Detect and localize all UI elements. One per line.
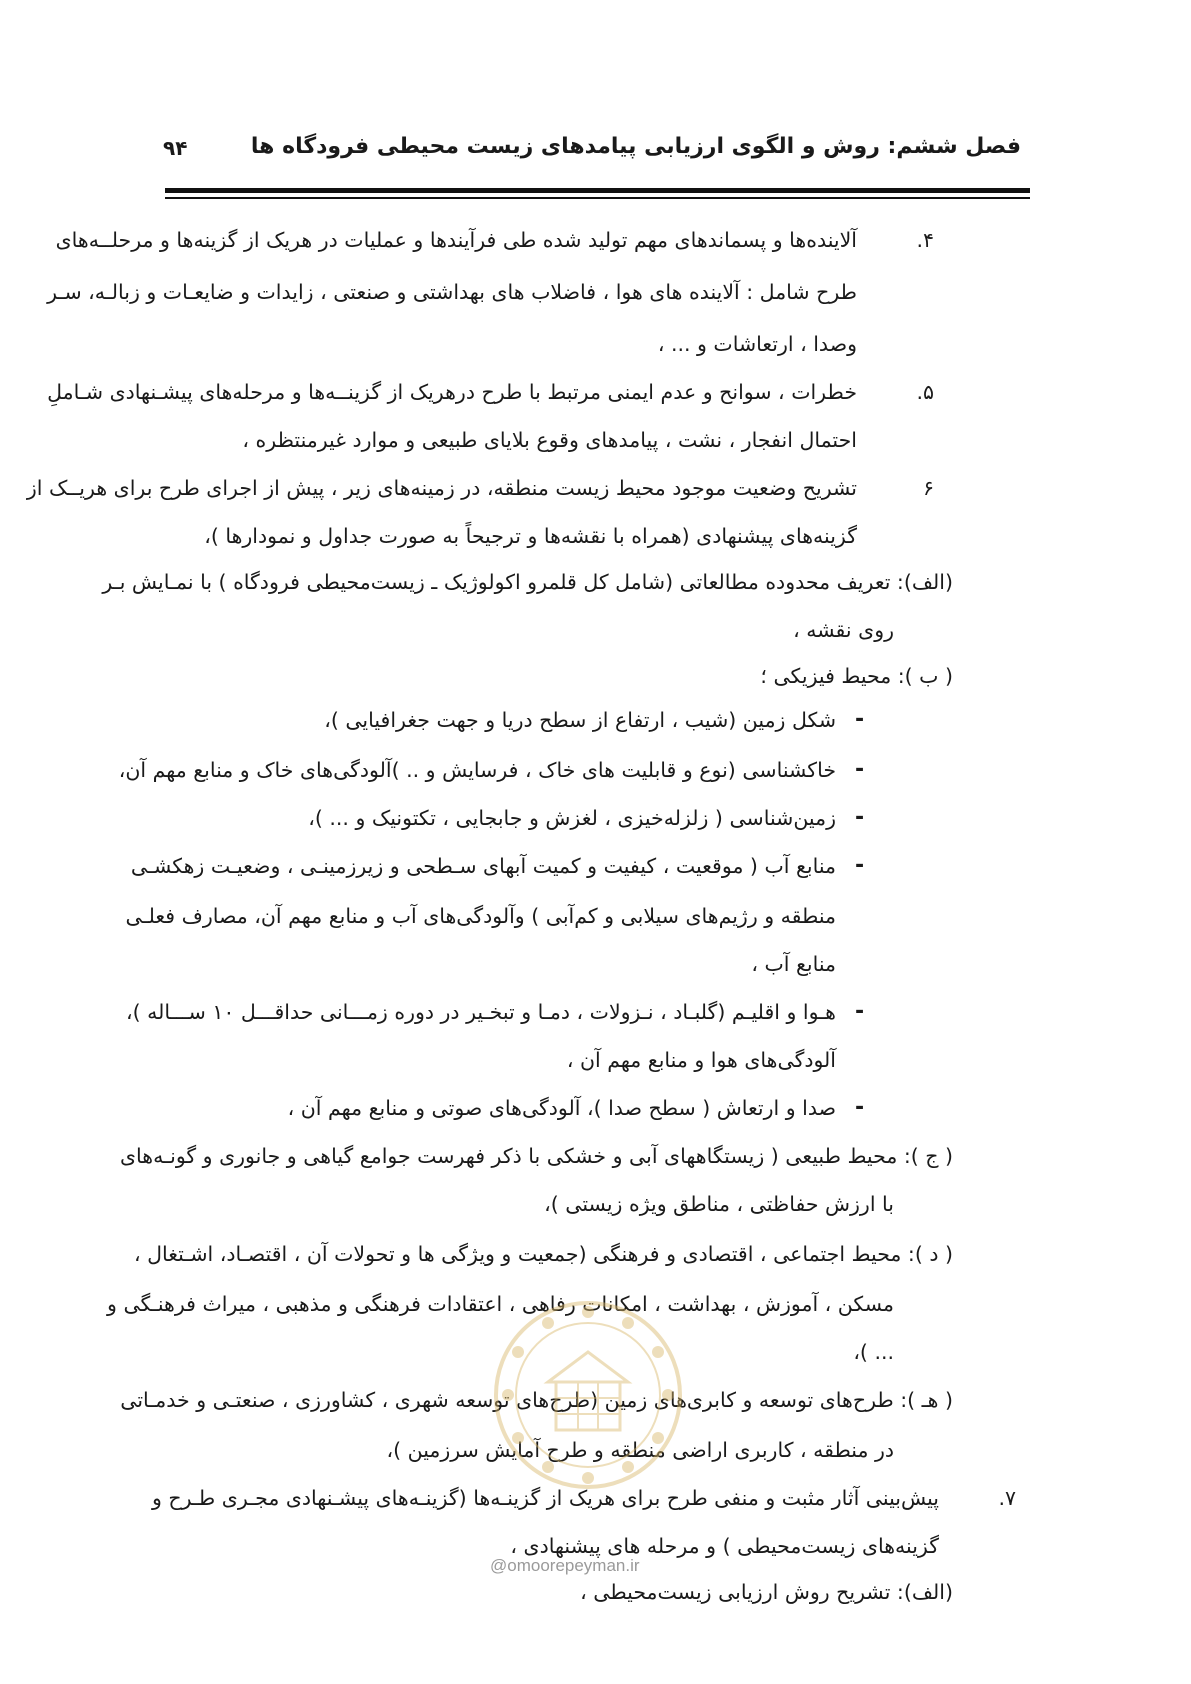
sub-item-line: مسکن ، آموزش ، بهداشت ، امکانات رفاهی ، اعتقادات فرهنگی و مذهبی ، میراث فرهنـگی و (107, 1292, 894, 1316)
sub-item-line: ( ج ): محیط طبیعی ( زیستگاههای آبی و خشکی با ذکر فهرست جوامع گیاهی و جانوری و گونـه‌های (120, 1144, 953, 1168)
bullet-line: صدا و ارتعاش ( سطح صدا )، آلودگی‌های صوتی و منابع مهم آن ، (287, 1096, 836, 1120)
bullet-line: منابع آب ، (751, 952, 836, 976)
header-rule-thick (165, 188, 1030, 193)
item-number: ۶ (922, 476, 934, 500)
bullet-dash: - (855, 853, 865, 878)
header-rule-thin (165, 197, 1030, 199)
bullet-dash: - (855, 999, 865, 1024)
item-line: طرح شامل : آلاینده های هوا ، فاضلاب های بهداشتی و صنعتی ، زایدات و ضایعـات و زبالـه، سـر (47, 280, 857, 304)
watermark-seal-icon (478, 1290, 698, 1500)
bullet-line: منابع آب ( موقعیت ، کیفیت و کمیت آبهای سـطحی و زیرزمینـی ، وضعیـت زهکشـی (130, 854, 836, 878)
item-line: خطرات ، سوانح و عدم ایمنی مرتبط با طرح درهریک از گزینــه‌ها و مرحله‌های پیشـنهادی شـاملِ (47, 380, 857, 404)
item-number: ۷. (998, 1486, 1016, 1510)
bullet-dash: - (855, 1095, 865, 1120)
sub-item-heading: ( ب ): محیط فیزیکی ؛ (760, 664, 953, 688)
page-number: ۹۴ (163, 136, 188, 160)
item-line: گزینه‌های پیشنهادی (همراه با نقشه‌ها و ترجیحاً به صورت جداول و نمودارها )، (204, 524, 857, 548)
item-line: پیش‌بینی آثار مثبت و منفی طرح برای هریک از گزینـه‌ها (گزینـه‌های پیشـنهادی مجـری طـرح و (151, 1486, 939, 1510)
sub-item-line: روی نقشه ، (793, 618, 894, 642)
chapter-title: فصل ششم: روش و الگوی ارزیابی پیامدهای زیست محیطی فرودگاه ها (250, 134, 1021, 159)
watermark-url: @omoorepeyman.ir (490, 1556, 640, 1575)
bullet-line: شکل زمین (شیب ، ارتفاع از سطح دریا و جهت جغرافیایی )، (324, 708, 836, 732)
item-line: گزینه‌های زیست‌محیطی ) و مرحله های پیشنهادی ، (510, 1534, 939, 1558)
sub-item-line: (الف): تعریف محدوده مطالعاتی (شامل کل قلمرو اکولوژیک ـ زیست‌محیطی فرودگاه ) با نمـایش بـر (102, 570, 953, 594)
item-line: تشریح وضعیت موجود محیط زیست منطقه، در زمینه‌های زیر ، پیش از اجرای طرح برای هریــک از (26, 476, 857, 500)
item-number: ۵. (916, 380, 934, 404)
item-line: وصدا ، ارتعاشات و ... ، (657, 332, 857, 356)
sub-item-line: با ارزش حفاظتی ، مناطق ویژه زیستی )، (544, 1192, 894, 1216)
bullet-line: منطقه و رژیم‌های سیلابی و کم‌آبی ) وآلودگی‌های آب و منابع مهم آن، مصارف فعلـی (125, 904, 836, 928)
sub-item-line: ... )، (853, 1340, 894, 1364)
item-number: ۴. (916, 228, 934, 252)
sub-item-line: در منطقه ، کاربری اراضی منطقه و طرح آمایش سرزمین )، (386, 1438, 894, 1462)
sub-item-line: ( د ): محیط اجتماعی ، اقتصادی و فرهنگی (جمعیت و ویژگی ها و تحولات آن ، اقتصـاد، اشـتغال ، (134, 1242, 953, 1266)
bullet-dash: - (855, 707, 865, 732)
bullet-dash: - (855, 805, 865, 830)
bullet-line: زمین‌شناسی ( زلزله‌خیزی ، لغزش و جابجایی ، تکتونیک و ... )، (308, 806, 836, 830)
bullet-line: هـوا و اقلیـم (گلبـاد ، نـزولات ، دمـا و تبخـیر در دوره زمـــانی حداقـــل ۱۰ ســـاله )، (126, 1000, 836, 1024)
bullet-line: خاکشناسی (نوع و قابلیت های خاک ، فرسایش و .. )آلودگی‌های خاک و منابع مهم آن، (118, 758, 836, 782)
bullet-dash: - (855, 757, 865, 782)
item-line: احتمال انفجار ، نشت ، پیامدهای وقوع بلایای طبیعی و موارد غیرمنتظره ، (242, 428, 857, 452)
sub-item-line: (الف): تشریح روش ارزیابی زیست‌محیطی ، (580, 1580, 953, 1604)
bullet-line: آلودگی‌های هوا و منابع مهم آن ، (566, 1048, 836, 1072)
sub-item-line: ( هـ ): طرح‌های توسعه و کابری‌های زمین (طرح‌های توسعه شهری ، کشاورزی ، صنعتـی و خدمـاتی (120, 1388, 953, 1412)
item-line: آلاینده‌ها و پسماندهای مهم تولید شده طی فرآیندها و عملیات در هریک از گزینه‌ها و مرحلــه‌های (55, 228, 857, 252)
